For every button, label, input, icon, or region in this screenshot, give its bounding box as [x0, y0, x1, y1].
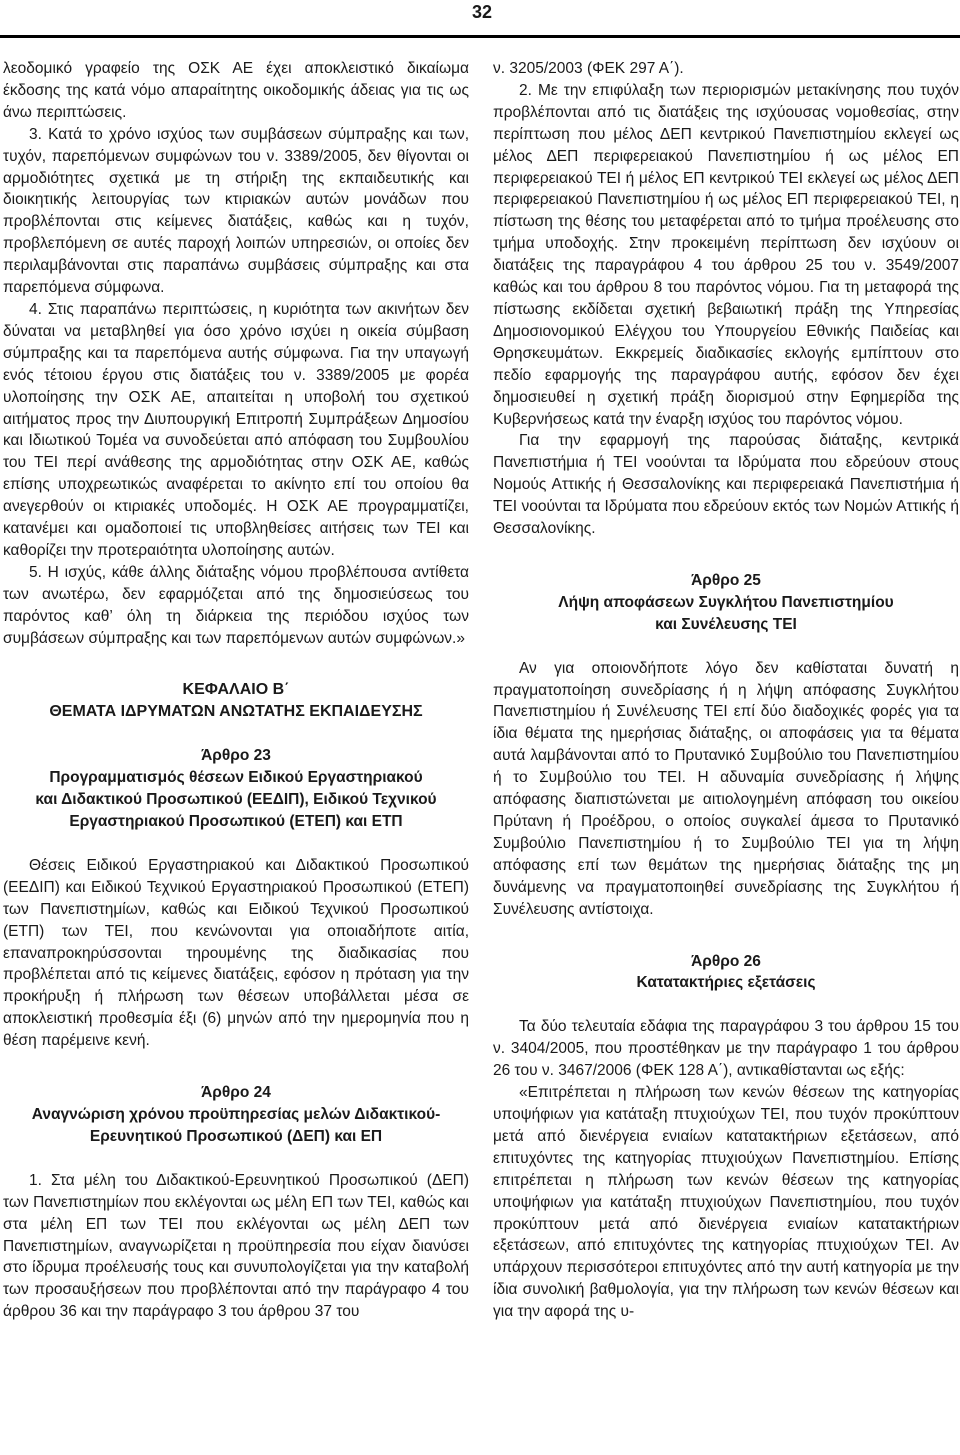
article-heading: Άρθρο 24 — [201, 1084, 271, 1102]
article-title: Προγραμματισμός θέσεων Ειδικού Εργαστηριακού — [49, 769, 423, 787]
paragraph: 1. Στα μέλη του Διδακτικού-Ερευνητικού Προσωπικού (ΔΕΠ) των Πανεπιστημίων που εκλέγονται ως μέλη ΕΠ των ΤΕΙ, καθώς και στα μέλη ΕΠ των ΤΕΙ που εκλέγονται ως μέλη ΔΕΠ των Πανεπιστημίων, αναγνωρίζεται η προϋπηρεσία που είχαν διανύσει στο ίδρυμα προέλευσής τους και συνυπολογίζεται για την καταβολή των προσαυξήσεων που προβλέπονται από την παράγραφο 4 του άρθρου 36 και την παράγραφο 3 του άρθρου 37 του — [3, 1171, 469, 1321]
paragraph: ν. 3205/2003 (ΦΕΚ 297 Α΄). — [493, 60, 684, 77]
header-rule — [0, 35, 960, 38]
chapter-subtitle: ΘΕΜΑΤΑ ΙΔΡΥΜΑΤΩΝ ΑΝΩΤΑΤΗΣ ΕΚΠΑΙΔΕΥΣΗΣ — [49, 703, 423, 721]
chapter-title: ΚΕΦΑΛΑΙΟ Β΄ — [182, 681, 290, 699]
article-title: Αναγνώριση χρόνου προϋπηρεσίας μελών Διδακτικού- — [31, 1105, 441, 1123]
page-number: 32 — [471, 2, 493, 22]
paragraph: 4. Στις παραπάνω περιπτώσεις, η κυριότητα των ακινήτων δεν δύναται να μεταβληθεί για όσο χρόνο ισχύει η οικεία σύμβαση σύμπραξης και τα παρεπόμενα αυτής σύμφωνα. Για την υπαγωγή ενός τέτοιου έργου στις διατάξεις του ν. 3389/2005 με φορέα υλοποίησης την ΟΣΚ ΑΕ, απαιτείται η υποβολή του σχετικού αιτήματος προς την Διυπουργική Επιτροπή Συμπράξεων Δημοσίου και Ιδιωτικού Τομέα να συνοδεύεται από απόφαση του Συμβουλίου του ΤΕΙ περί ανάθεσης της αρμοδιότητας στην ΟΣΚ ΑΕ, καθώς επίσης υποχρεωτικώς αναφέρεται το ακίνητο επί του οποίου θα ανεγερθούν οι κτιριακές υποδομές. Η ΟΣΚ ΑΕ προγραμματίζει, κατανέμει και ομαδοποιεί τις υποβληθείσες αιτήσεις των ΤΕΙ και καθορίζει την προτεραιότητα υλοποίησης αυτών. — [3, 300, 469, 559]
article-title: και Διδακτικού Προσωπικού (ΕΕΔΙΠ), Ειδικού Τεχνικού — [35, 791, 437, 809]
article-title: Κατατακτήριες εξετάσεις — [636, 974, 816, 992]
article-title: και Συνέλευσης ΤΕΙ — [655, 615, 797, 633]
article-heading: Άρθρο 25 — [691, 571, 761, 589]
article-title: Εργαστηριακού Προσωπικού (ΕΤΕΠ) και ΕΤΠ — [69, 813, 403, 830]
paragraph: Για την εφαρμογή της παρούσας διάταξης, κεντρικά Πανεπιστήμια ή ΤΕΙ νοούνται τα Ιδρύματα που εδρεύουν στους Νομούς Αττικής ή Θεσσαλονίκης και περιφερειακά Πανεπιστήμια ή ΤΕΙ νοούνται τα Ιδρύματα που εδρεύουν εκτός των Νομών Αττικής ή Θεσσαλονίκης. — [493, 432, 959, 538]
article-heading: Άρθρο 23 — [201, 747, 271, 765]
paragraph: λεοδομικό γραφείο της ΟΣΚ ΑΕ έχει αποκλειστικό δικαίωμα έκδοσης της κατά νόμο απαραίτητης οικοδομικής άδειας για τις ως άνω περιπτώσεις. — [3, 60, 469, 121]
paragraph: Τα δύο τελευταία εδάφια της παραγράφου 3 του άρθρου 15 του ν. 3404/2005, που προστέθηκαν με την παράγραφο 1 του άρθρου 26 του ν. 3467/2006 (ΦΕΚ 128 Α΄), αντικαθίστανται ως εξής: — [493, 1018, 959, 1080]
paragraph: Θέσεις Ειδικού Εργαστηριακού και Διδακτικού Προσωπικού (ΕΕΔΙΠ) και Ειδικού Τεχνικού Εργαστηριακού Προσωπικού (ΕΤΕΠ) των Πανεπιστημίων, καθώς και Ειδικού Τεχνικού Προσωπικού (ΕΤΠ) των ΤΕΙ, που κενώνονται για οποιαδήποτε αιτία, επαναπροκηρύσσονται τηρουμένης της διαδικασίας που προβλέπεται από τις κείμενες διατάξεις, εφόσον η πρόταση για την προκήρυξη ή πλήρωση των θέσεων υποβάλλεται μέσα σε αποκλειστική προθεσμία έξι (6) μηνών από την ημερομηνία που η θέση παρέμεινε κενή. — [3, 856, 469, 1050]
paragraph: Αν για οποιονδήποτε λόγο δεν καθίσταται δυνατή η πραγματοποίηση συνεδρίασης ή η λήψη απόφασης Συγκλήτου Πανεπιστημίου ή Συνέλευσης ΤΕΙ επί δύο διαδοχικές φορές για τα ίδια θέματα της ημερήσιας διάταξης, οι αποφάσεις για τα θέματα αυτά λαμβάνονται από το Πρυτανικό Συμβούλιο του Πανεπιστημίου ή το Συμβούλιο του ΤΕΙ. Η αδυναμία συνεδρίασης ή λήψης απόφασης διαπιστώνεται με αιτιολογημένη απόφαση του οικείου Πρύτανη ή Προέδρου, ο οποίος συγκαλεί άμεσα το Πρυτανικό Συμβούλιο Πανεπιστημίου ή το Συμβούλιο ΤΕΙ για τη λήψη απόφασης επί των θεμάτων της ημερήσιας διάταξης της μη δυνάμενης να πραγματοποιηθεί συνεδρίασης της Συγκλήτου ή Συνέλευσης αντίστοιχα. — [493, 659, 959, 918]
article-title: Λήψη αποφάσεων Συγκλήτου Πανεπιστημίου — [558, 593, 894, 611]
left-column — [3, 58, 469, 1323]
paragraph: 2. Με την επιφύλαξη των περιορισμών μετακίνησης που τυχόν προβλέπονται από τις διατάξεις της ισχύουσας νομοθεσίας, στην περίπτωση που μέλος ΔΕΠ κεντρικού Πανεπιστημίου εκλεγεί ως μέλος ΔΕΠ περιφερειακού Πανεπιστημίου ή ως μέλος ΕΠ περιφερειακού ΤΕΙ ή μέλος ΕΠ κεντρικού ΤΕΙ εκλεγεί ως μέλος ΔΕΠ περιφερειακού Πανεπιστημίου ή ως μέλος ΕΠ περιφερειακού ΤΕΙ, η πίστωση της θέσης του μεταφέρεται από το τμήμα προέλευσης στο τμήμα υποδοχής. Στην προκειμένη περίπτωση δεν ισχύουν οι διατάξεις της παραγράφου 4 του άρθρου 25 του ν. 3549/2007 καθώς και του άρθρου 8 του παρόντος νόμου. Για τη μεταφορά της πίστωσης εκδίδεται σχετική βεβαιωτική πράξη της Υπηρεσίας Δημοσιονομικού Ελέγχου του Υπουργείου Εθνικής Παιδείας και Θρησκευμάτων. Εκκρεμείς διαδικασίες εκλογής εμπίπτουν στο πεδίο εφαρμογής της παραγράφου αυτής, εφόσον δεν έχει δημοσιευθεί η σχετική πράξη διορισμού στην Εφημερίδα της Κυβερνήσεως κατά την έναρξη ισχύος του παρόντος νόμου. — [493, 81, 959, 428]
article-heading: Άρθρο 26 — [691, 952, 761, 970]
paragraph: 3. Κατά το χρόνο ισχύος των συμβάσεων σύμπραξης και των, τυχόν, παρεπόμενων συμφώνων του ν. 3389/2005, δεν θίγονται οι αρμοδιότητες σχετικά με τη στήριξη της εκπαιδευτικής και διοικητικής λειτουργίας των κτιριακών αυτών μονάδων που προβλέπονται στις κείμενες διατάξεις, καθώς και η τυχόν, προβλεπόμενη σε αυτές παροχή λοιπών υπηρεσιών, οι οποίες δεν περιλαμβάνονται στις παραπάνω συμβάσεις σύμπραξης και στα παρεπόμενα σύμφωνα. — [3, 125, 469, 297]
article-title: Ερευνητικού Προσωπικού (ΔΕΠ) και ΕΠ — [89, 1127, 383, 1145]
paragraph: «Επιτρέπεται η πλήρωση των κενών θέσεων της κατηγορίας υποψήφιων για κατάταξη πτυχιούχων ΤΕΙ, που τυχόν προκύπτουν μετά από διενέργεια ενιαίων κατατακτήριων εξετάσεων, από επιτυχόντες της κατηγορίας πτυχιούχων Πανεπιστημίου. Επίσης επιτρέπεται η πλήρωση των κενών θέσεων της κατηγορίας υποψήφιων για κατάταξη πτυχιούχων Πανεπιστημίου, που τυχόν προκύπτουν μετά από διενέργεια ενιαίων κατατακτήριων εξετάσεων, από επιτυχόντες της κατηγορίας πτυχιούχων ΤΕΙ. Αν υπάρχουν περισσότεροι επιτυχόντες από την αυτή κατηγορία με την ίδια συνολική βαθμολογία, για την πλήρωση των κενών θέσεων και για την αφορά της υ- — [493, 1084, 959, 1321]
paragraph: 5. Η ισχύς, κάθε άλλης διάταξης νόμου προβλέπουσα αντίθετα των ανωτέρω, δεν εφαρμόζεται από της δημοσιεύσεως του παρόντος καθ’ όλη τη διάρκεια της περιόδου ισχύος των συμβάσεων σύμπραξης και των παρεπόμενων αυτών συμφώνων.» — [3, 563, 469, 647]
right-column — [493, 58, 959, 1323]
